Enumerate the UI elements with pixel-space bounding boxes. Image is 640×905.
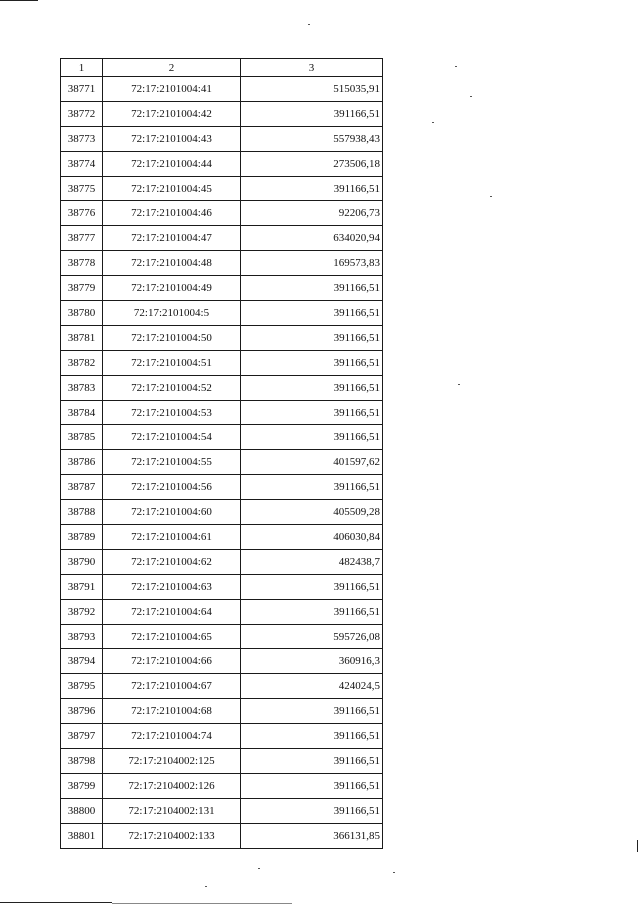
row-number-cell: 38773: [61, 126, 103, 151]
cadastral-number-cell: 72:17:2101004:61: [103, 525, 241, 550]
row-number-cell: 38794: [61, 649, 103, 674]
row-number-cell: 38797: [61, 724, 103, 749]
table-row: [61, 823, 383, 848]
row-number-cell: 38780: [61, 301, 103, 326]
cadastral-value-cell: 273506,18: [241, 151, 383, 176]
cadastral-value-cell: 391166,51: [241, 574, 383, 599]
cadastral-value-cell: 391166,51: [241, 724, 383, 749]
cadastral-number-cell: 72:17:2101004:54: [103, 425, 241, 450]
cadastral-number-cell: 72:17:2101004:41: [103, 77, 241, 102]
scan-speck: [308, 24, 310, 25]
table-row: [61, 77, 383, 102]
cadastral-number-cell: 72:17:2101004:62: [103, 549, 241, 574]
cadastral-value-cell: 482438,7: [241, 549, 383, 574]
cadastral-number-cell: 72:17:2101004:52: [103, 375, 241, 400]
cadastral-number-cell: 72:17:2101004:51: [103, 350, 241, 375]
row-number-cell: 38800: [61, 798, 103, 823]
cadastral-value-cell: 391166,51: [241, 475, 383, 500]
cadastral-value-cell: 391166,51: [241, 798, 383, 823]
cadastral-number-cell: 72:17:2101004:46: [103, 201, 241, 226]
table-row: [61, 724, 383, 749]
row-number-cell: 38776: [61, 201, 103, 226]
table-row: [61, 151, 383, 176]
row-number-cell: 38775: [61, 176, 103, 201]
cadastral-value-cell: 515035,91: [241, 77, 383, 102]
table-row: [61, 649, 383, 674]
cadastral-value-cell: 391166,51: [241, 276, 383, 301]
row-number-cell: 38779: [61, 276, 103, 301]
table-row: [61, 624, 383, 649]
scan-speck: [258, 868, 260, 869]
table-body: [61, 77, 383, 849]
table-row: [61, 226, 383, 251]
row-number-cell: 38786: [61, 450, 103, 475]
scan-speck: [205, 886, 207, 887]
cadastral-number-cell: 72:17:2101004:60: [103, 500, 241, 525]
table-row: [61, 301, 383, 326]
row-number-cell: 38777: [61, 226, 103, 251]
table-row: [61, 101, 383, 126]
cadastral-number-cell: 72:17:2101004:50: [103, 325, 241, 350]
row-number-cell: 38785: [61, 425, 103, 450]
cadastral-number-cell: 72:17:2101004:56: [103, 475, 241, 500]
table-row: [61, 450, 383, 475]
cadastral-value-cell: 557938,43: [241, 126, 383, 151]
row-number-cell: 38790: [61, 549, 103, 574]
table-row: [61, 425, 383, 450]
row-number-cell: 38792: [61, 599, 103, 624]
cadastral-value-cell: 92206,73: [241, 201, 383, 226]
cadastral-number-cell: 72:17:2101004:65: [103, 624, 241, 649]
scan-speck: [458, 384, 460, 385]
cadastral-number-cell: 72:17:2101004:44: [103, 151, 241, 176]
table-row: [61, 400, 383, 425]
table-row: [61, 375, 383, 400]
row-number-cell: 38787: [61, 475, 103, 500]
cadastral-number-cell: 72:17:2101004:53: [103, 400, 241, 425]
row-number-cell: 38774: [61, 151, 103, 176]
scan-edge-top-left: [0, 0, 38, 1]
cadastral-number-cell: 72:17:2101004:67: [103, 674, 241, 699]
cadastral-number-cell: 72:17:2101004:63: [103, 574, 241, 599]
table-row: [61, 350, 383, 375]
cadastral-value-cell: 391166,51: [241, 101, 383, 126]
cadastral-number-cell: 72:17:2104002:131: [103, 798, 241, 823]
scan-speck: [490, 196, 492, 197]
cadastral-value-cell: 391166,51: [241, 773, 383, 798]
cadastral-value-cell: 595726,08: [241, 624, 383, 649]
cadastral-value-cell: 406030,84: [241, 525, 383, 550]
cadastral-number-cell: 72:17:2101004:47: [103, 226, 241, 251]
column-header-cadastral-number: 2: [103, 59, 241, 77]
table-row: [61, 176, 383, 201]
table-row: [61, 525, 383, 550]
cadastral-value-cell: 360916,3: [241, 649, 383, 674]
row-number-cell: 38782: [61, 350, 103, 375]
cadastral-number-cell: 72:17:2101004:43: [103, 126, 241, 151]
row-number-cell: 38781: [61, 325, 103, 350]
row-number-cell: 38788: [61, 500, 103, 525]
scan-edge-bottom: [0, 902, 112, 903]
cadastral-number-cell: 72:17:2101004:68: [103, 699, 241, 724]
cadastral-value-cell: 405509,28: [241, 500, 383, 525]
cadastral-value-cell: 391166,51: [241, 425, 383, 450]
row-number-cell: 38801: [61, 823, 103, 848]
cadastral-number-cell: 72:17:2101004:64: [103, 599, 241, 624]
cadastral-value-cell: 391166,51: [241, 350, 383, 375]
cadastral-number-cell: 72:17:2101004:5: [103, 301, 241, 326]
table-row: [61, 500, 383, 525]
cadastral-value-cell: 391166,51: [241, 301, 383, 326]
row-number-cell: 38772: [61, 101, 103, 126]
cadastral-number-cell: 72:17:2101004:49: [103, 276, 241, 301]
cadastral-number-cell: 72:17:2101004:74: [103, 724, 241, 749]
cadastral-value-cell: 366131,85: [241, 823, 383, 848]
scan-speck: [432, 122, 434, 123]
cadastral-number-cell: 72:17:2104002:125: [103, 749, 241, 774]
row-number-cell: 38793: [61, 624, 103, 649]
cadastral-value-cell: 391166,51: [241, 599, 383, 624]
scan-speck: [455, 66, 457, 67]
table-row: [61, 699, 383, 724]
cadastral-number-cell: 72:17:2101004:42: [103, 101, 241, 126]
row-number-cell: 38796: [61, 699, 103, 724]
row-number-cell: 38778: [61, 251, 103, 276]
column-header-value: 3: [241, 59, 383, 77]
scan-speck: [470, 96, 472, 97]
cadastral-value-cell: 391166,51: [241, 176, 383, 201]
table-row: [61, 674, 383, 699]
scan-edge-right: [637, 840, 638, 852]
cadastral-value-cell: 424024,5: [241, 674, 383, 699]
cadastral-number-cell: 72:17:2104002:126: [103, 773, 241, 798]
table-row: [61, 201, 383, 226]
table-row: [61, 251, 383, 276]
cadastral-value-table: [60, 58, 383, 849]
cadastral-number-cell: 72:17:2101004:45: [103, 176, 241, 201]
cadastral-value-cell: 391166,51: [241, 400, 383, 425]
table-row: [61, 599, 383, 624]
table-header-row: [61, 59, 383, 77]
table-row: [61, 749, 383, 774]
cadastral-value-cell: 401597,62: [241, 450, 383, 475]
row-number-cell: 38783: [61, 375, 103, 400]
table-row: [61, 549, 383, 574]
cadastral-number-cell: 72:17:2101004:55: [103, 450, 241, 475]
cadastral-number-cell: 72:17:2104002:133: [103, 823, 241, 848]
cadastral-number-cell: 72:17:2101004:48: [103, 251, 241, 276]
row-number-cell: 38799: [61, 773, 103, 798]
cadastral-value-cell: 391166,51: [241, 749, 383, 774]
cadastral-value-cell: 391166,51: [241, 375, 383, 400]
row-number-cell: 38789: [61, 525, 103, 550]
row-number-cell: 38791: [61, 574, 103, 599]
table-row: [61, 475, 383, 500]
table-row: [61, 773, 383, 798]
table-row: [61, 276, 383, 301]
table-row: [61, 126, 383, 151]
table-row: [61, 574, 383, 599]
table-row: [61, 325, 383, 350]
cadastral-value-cell: 169573,83: [241, 251, 383, 276]
table-row: [61, 798, 383, 823]
row-number-cell: 38784: [61, 400, 103, 425]
cadastral-value-cell: 391166,51: [241, 325, 383, 350]
scan-edge-bottom-right: [112, 903, 292, 904]
cadastral-value-cell: 634020,94: [241, 226, 383, 251]
row-number-cell: 38798: [61, 749, 103, 774]
row-number-cell: 38795: [61, 674, 103, 699]
column-header-number: 1: [61, 59, 103, 77]
row-number-cell: 38771: [61, 77, 103, 102]
cadastral-value-cell: 391166,51: [241, 699, 383, 724]
scan-speck: [393, 872, 395, 873]
cadastral-number-cell: 72:17:2101004:66: [103, 649, 241, 674]
